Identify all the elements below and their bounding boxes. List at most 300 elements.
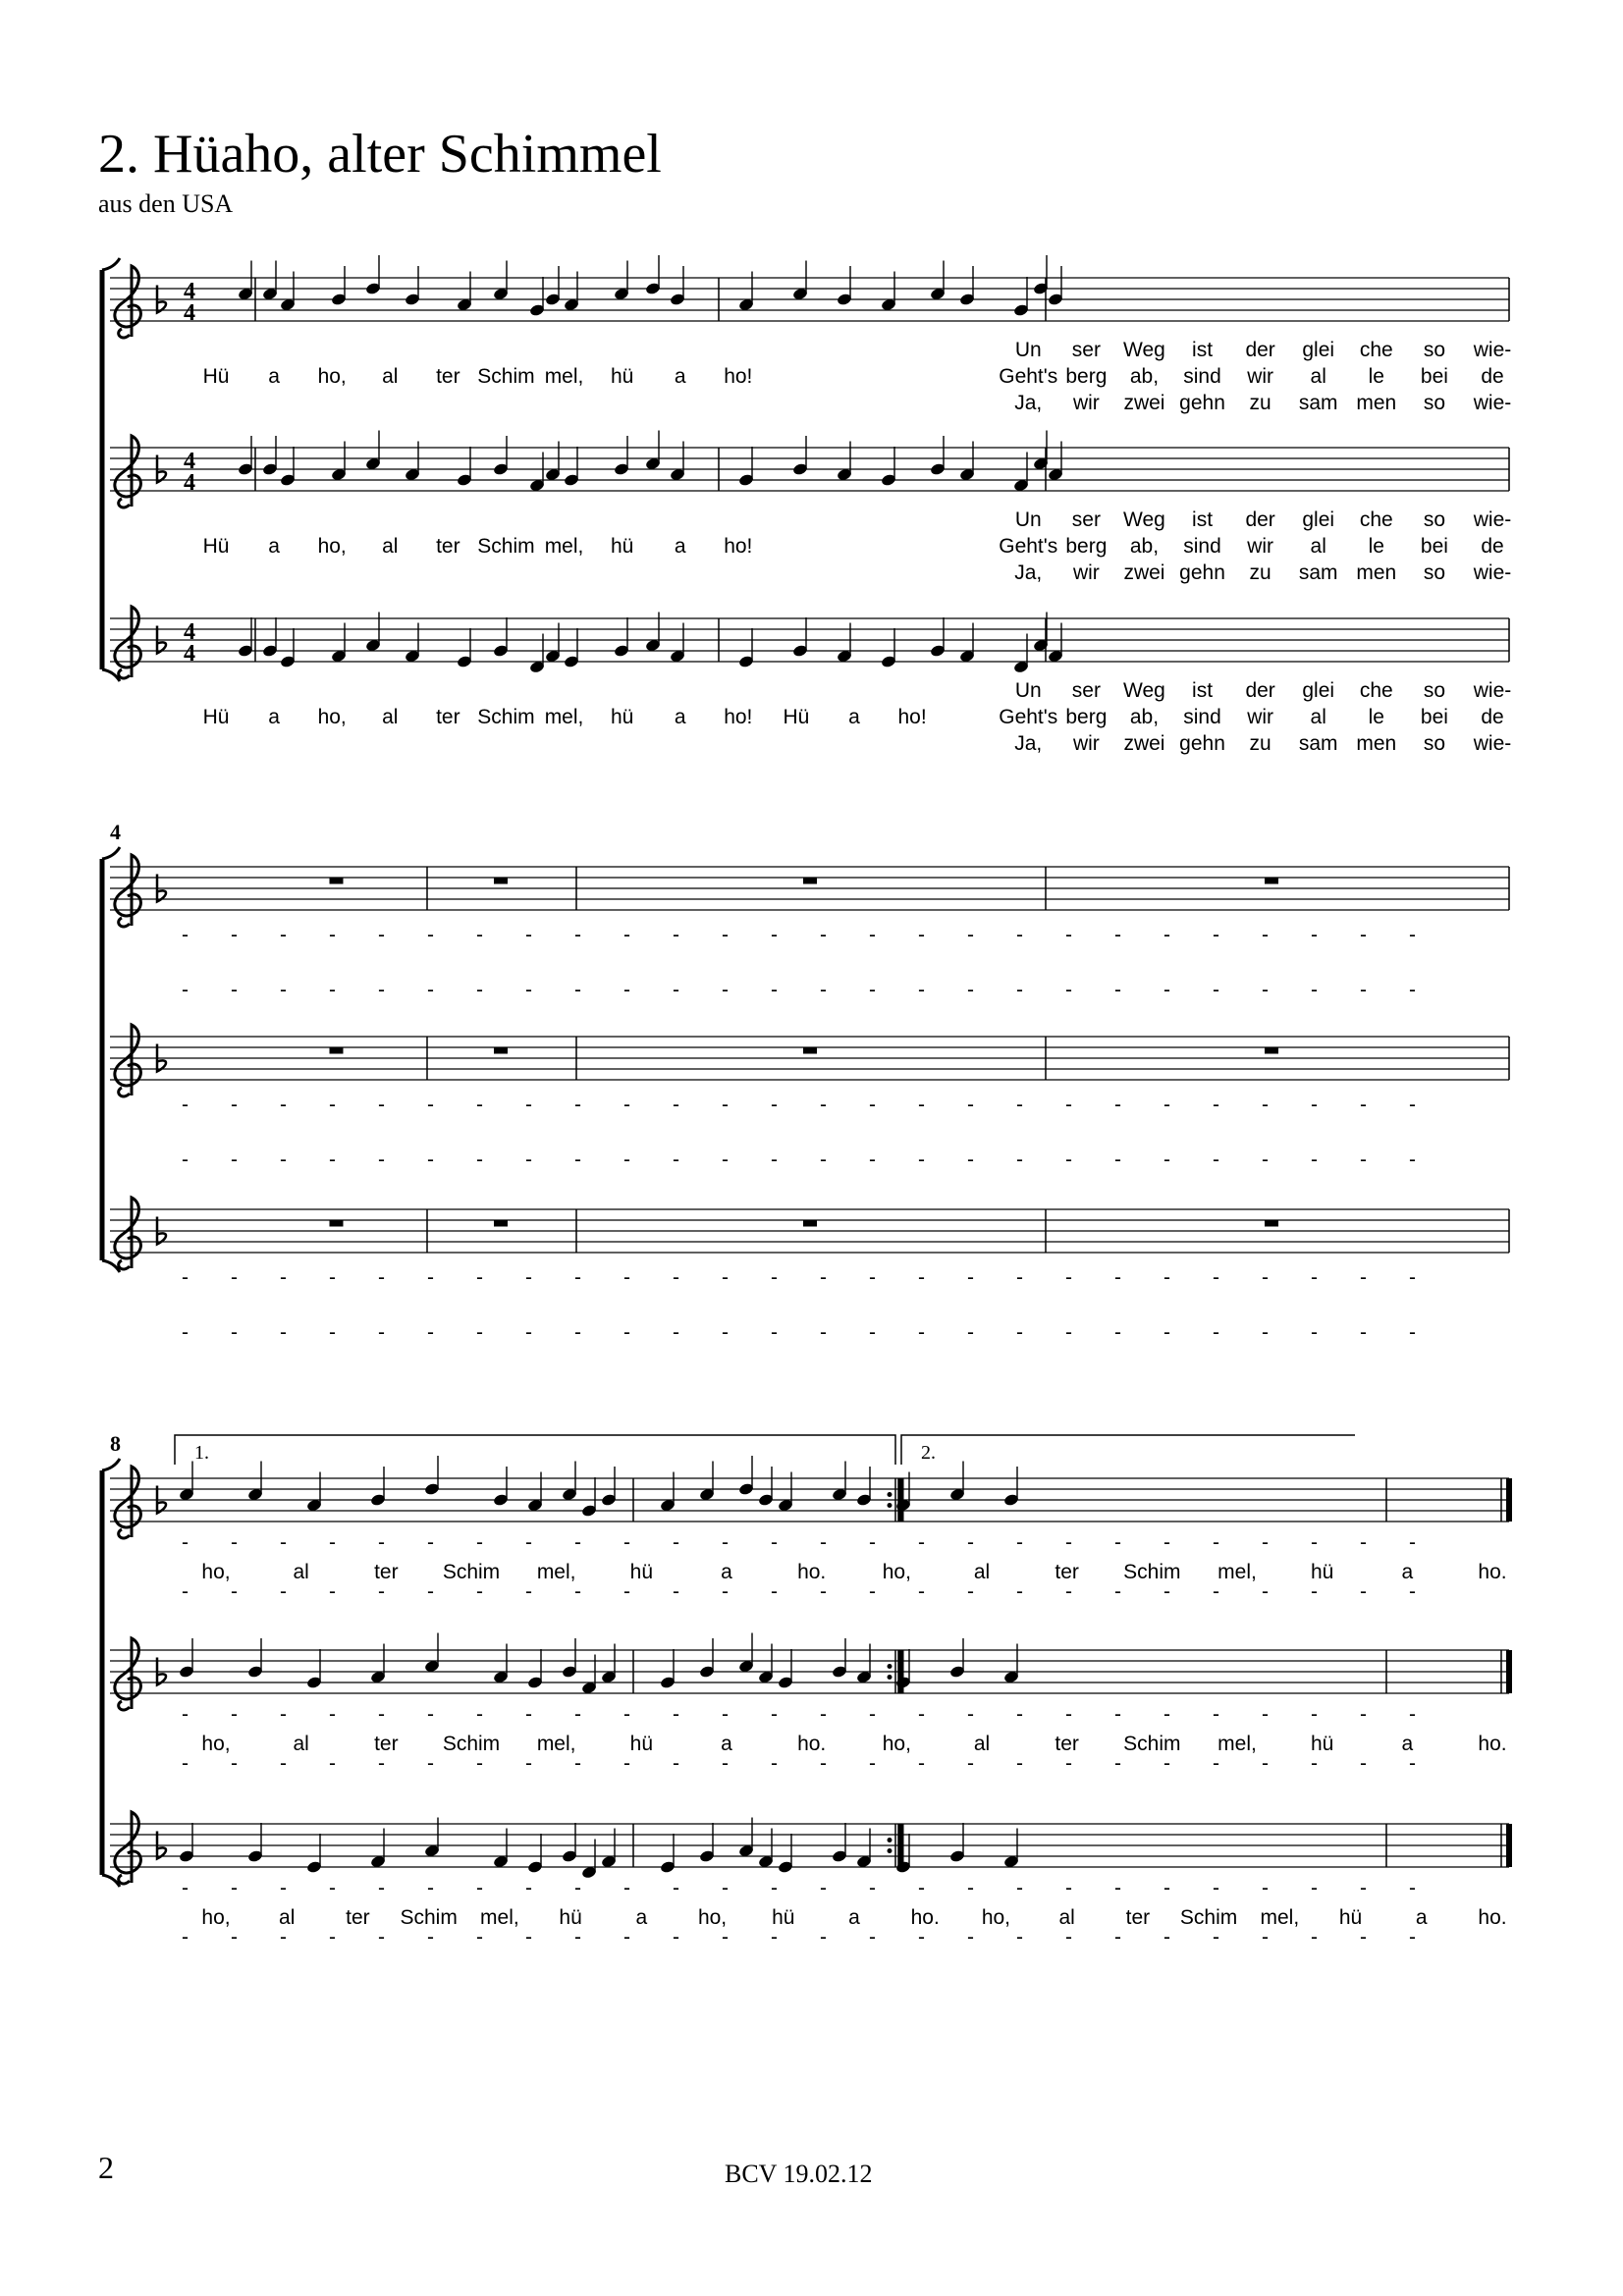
whole-rest bbox=[494, 1047, 508, 1054]
whole-rest bbox=[1265, 1220, 1278, 1227]
lyric-syllable: bei bbox=[1420, 365, 1448, 388]
lyric-hyphen: - bbox=[918, 1752, 925, 1775]
lyric-hyphen: - bbox=[623, 1148, 630, 1171]
lyric-syllable: berg bbox=[1065, 706, 1108, 728]
lyric-hyphen: - bbox=[574, 1752, 581, 1775]
lyric-hyphen: - bbox=[1163, 1148, 1170, 1171]
lyric-syllable: a bbox=[674, 365, 686, 388]
lyric-hyphen: - bbox=[182, 1531, 189, 1554]
lyric-hyphen: - bbox=[574, 1148, 581, 1171]
lyric-syllable: ab, bbox=[1129, 535, 1160, 558]
lyric-hyphen: - bbox=[1311, 1926, 1318, 1949]
lyric-hyphen: - bbox=[329, 924, 336, 946]
bracket-bottom bbox=[102, 1260, 120, 1272]
lyric-hyphen: - bbox=[1409, 1703, 1416, 1726]
repeat-dot bbox=[888, 1848, 893, 1853]
footer-text: BCV 19.02.12 bbox=[725, 2160, 873, 2188]
lyric-syllable: glei bbox=[1302, 508, 1335, 531]
lyric-syllable: ser bbox=[1071, 679, 1101, 702]
whole-rest bbox=[1265, 878, 1278, 884]
lyric-hyphen: - bbox=[182, 1877, 189, 1899]
lyric-syllable: hü bbox=[1338, 1906, 1363, 1929]
lyric-hyphen: - bbox=[1360, 1703, 1367, 1726]
lyric-hyphen: - bbox=[820, 1752, 827, 1775]
lyric-syllable: Un bbox=[1014, 339, 1042, 361]
lyric-syllable: ab, bbox=[1129, 706, 1160, 728]
staff-3 bbox=[110, 607, 1511, 755]
lyric-hyphen: - bbox=[722, 1531, 729, 1554]
lyric-hyphen: - bbox=[427, 1266, 434, 1289]
lyric-syllable: mel, bbox=[544, 365, 584, 388]
lyric-hyphen: - bbox=[771, 979, 778, 1001]
lyric-hyphen: - bbox=[329, 1580, 336, 1603]
lyric-syllable: le bbox=[1368, 365, 1384, 388]
lyric-syllable: mel, bbox=[536, 1561, 576, 1583]
lyric-syllable: wie- bbox=[1473, 508, 1512, 531]
lyric-hyphen: - bbox=[280, 1321, 287, 1344]
lyric-syllable: al bbox=[382, 535, 399, 558]
lyric-hyphen: - bbox=[378, 1752, 385, 1775]
lyric-hyphen: - bbox=[525, 979, 532, 1001]
lyric-hyphen: - bbox=[1213, 1580, 1219, 1603]
lyric-hyphen: - bbox=[525, 1266, 532, 1289]
lyric-hyphen: - bbox=[1360, 924, 1367, 946]
lyric-hyphen: - bbox=[623, 1580, 630, 1603]
lyric-hyphen: - bbox=[1409, 1266, 1416, 1289]
lyric-hyphen: - bbox=[574, 1703, 581, 1726]
bracket-bottom bbox=[102, 669, 120, 681]
lyric-syllable: zwei bbox=[1123, 392, 1165, 414]
lyric-syllable: wie- bbox=[1473, 561, 1512, 584]
lyric-syllable: wir bbox=[1247, 365, 1274, 388]
lyric-hyphen: - bbox=[1262, 1321, 1269, 1344]
lyric-hyphen: - bbox=[1311, 924, 1318, 946]
lyric-hyphen: - bbox=[1311, 979, 1318, 1001]
lyric-hyphen: - bbox=[918, 1266, 925, 1289]
lyric-hyphen: - bbox=[722, 1703, 729, 1726]
lyric-hyphen: - bbox=[182, 924, 189, 946]
page-subtitle: aus den USA bbox=[98, 189, 234, 218]
lyric-syllable: sam bbox=[1298, 561, 1338, 584]
lyric-syllable: der bbox=[1245, 679, 1275, 702]
lyric-hyphen: - bbox=[1065, 1877, 1072, 1899]
lyric-syllable: al bbox=[279, 1906, 296, 1929]
lyric-syllable: ter bbox=[374, 1561, 399, 1583]
lyric-syllable: al bbox=[1058, 1906, 1075, 1929]
lyric-syllable: ho, bbox=[201, 1906, 231, 1929]
lyric-hyphen: - bbox=[1360, 979, 1367, 1001]
lyric-hyphen: - bbox=[280, 1580, 287, 1603]
lyric-hyphen: - bbox=[967, 1926, 974, 1949]
lyric-hyphen: - bbox=[574, 1531, 581, 1554]
whole-rest bbox=[494, 1220, 508, 1227]
lyric-syllable: ist bbox=[1192, 508, 1214, 531]
lyric-syllable: gehn bbox=[1179, 732, 1225, 755]
lyric-syllable: zu bbox=[1249, 561, 1271, 584]
lyric-hyphen: - bbox=[673, 1580, 679, 1603]
lyric-hyphen: - bbox=[1016, 924, 1023, 946]
lyric-hyphen: - bbox=[623, 924, 630, 946]
lyric-hyphen: - bbox=[673, 1266, 679, 1289]
lyric-hyphen: - bbox=[1409, 1877, 1416, 1899]
lyric-hyphen: - bbox=[771, 1531, 778, 1554]
lyric-syllable: Weg bbox=[1123, 508, 1165, 531]
lyric-hyphen: - bbox=[1311, 1321, 1318, 1344]
lyric-syllable: a bbox=[268, 706, 280, 728]
lyric-hyphen: - bbox=[623, 1321, 630, 1344]
lyric-syllable: ter bbox=[436, 706, 460, 728]
lyric-hyphen: - bbox=[869, 1148, 876, 1171]
lyric-hyphen: - bbox=[476, 979, 483, 1001]
lyric-hyphen: - bbox=[1409, 1148, 1416, 1171]
lyric-hyphen: - bbox=[182, 1926, 189, 1949]
lyric-hyphen: - bbox=[1262, 1752, 1269, 1775]
lyric-hyphen: - bbox=[1213, 1094, 1219, 1116]
lyric-syllable: Ja, bbox=[1014, 392, 1043, 414]
lyric-hyphen: - bbox=[329, 979, 336, 1001]
lyric-hyphen: - bbox=[1311, 1752, 1318, 1775]
lyric-hyphen: - bbox=[623, 1703, 630, 1726]
whole-rest bbox=[1265, 1047, 1278, 1054]
lyric-hyphen: - bbox=[1016, 1752, 1023, 1775]
lyric-hyphen: - bbox=[476, 924, 483, 946]
lyric-hyphen: - bbox=[1262, 979, 1269, 1001]
whole-rest bbox=[803, 1047, 817, 1054]
lyric-syllable: che bbox=[1359, 339, 1393, 361]
system-1 bbox=[102, 255, 1511, 755]
lyric-hyphen: - bbox=[1114, 1148, 1121, 1171]
lyric-hyphen: - bbox=[967, 1321, 974, 1344]
lyric-hyphen: - bbox=[1163, 924, 1170, 946]
lyric-syllable: hü bbox=[629, 1561, 654, 1583]
lyric-hyphen: - bbox=[918, 1580, 925, 1603]
lyric-hyphen: - bbox=[1360, 1926, 1367, 1949]
lyric-hyphen: - bbox=[1213, 924, 1219, 946]
lyric-syllable: men bbox=[1356, 561, 1397, 584]
lyric-syllable: ho, bbox=[317, 365, 347, 388]
repeat-dot bbox=[888, 1492, 893, 1497]
lyric-hyphen: - bbox=[869, 924, 876, 946]
lyric-hyphen: - bbox=[231, 924, 238, 946]
lyric-hyphen: - bbox=[1360, 1531, 1367, 1554]
lyric-hyphen: - bbox=[623, 1752, 630, 1775]
lyric-hyphen: - bbox=[525, 1926, 532, 1949]
lyric-hyphen: - bbox=[525, 1321, 532, 1344]
lyric-hyphen: - bbox=[1016, 1531, 1023, 1554]
lyric-hyphen: - bbox=[1114, 1321, 1121, 1344]
lyric-syllable: al bbox=[382, 365, 399, 388]
lyric-hyphen: - bbox=[1163, 1926, 1170, 1949]
treble-clef-icon bbox=[115, 1198, 141, 1269]
lyric-hyphen: - bbox=[427, 979, 434, 1001]
lyric-hyphen: - bbox=[182, 979, 189, 1001]
lyric-syllable: so bbox=[1423, 732, 1446, 755]
lyric-hyphen: - bbox=[771, 1148, 778, 1171]
lyric-hyphen: - bbox=[427, 1321, 434, 1344]
staff-3 bbox=[110, 1812, 1509, 1949]
lyric-hyphen: - bbox=[967, 1148, 974, 1171]
lyric-hyphen: - bbox=[1016, 979, 1023, 1001]
lyric-hyphen: - bbox=[1163, 1580, 1170, 1603]
lyric-syllable: ho, bbox=[201, 1733, 231, 1755]
lyric-hyphen: - bbox=[280, 1703, 287, 1726]
lyric-syllable: wir bbox=[1072, 561, 1100, 584]
lyric-syllable: ho, bbox=[981, 1906, 1011, 1929]
time-signature-top: 4 bbox=[184, 449, 195, 474]
lyric-hyphen: - bbox=[280, 1094, 287, 1116]
volta-2-label: 2. bbox=[921, 1442, 936, 1464]
repeat-dot bbox=[888, 1664, 893, 1669]
lyric-hyphen: - bbox=[869, 979, 876, 1001]
lyric-syllable: ho. bbox=[910, 1906, 940, 1929]
lyric-hyphen: - bbox=[1213, 1752, 1219, 1775]
lyric-hyphen: - bbox=[623, 1266, 630, 1289]
lyric-hyphen: - bbox=[1409, 1752, 1416, 1775]
lyric-hyphen: - bbox=[182, 1321, 189, 1344]
lyric-syllable: ho, bbox=[882, 1733, 911, 1755]
lyric-hyphen: - bbox=[1114, 1580, 1121, 1603]
lyric-hyphen: - bbox=[1016, 1148, 1023, 1171]
lyric-syllable: bei bbox=[1420, 706, 1448, 728]
lyric-hyphen: - bbox=[869, 1752, 876, 1775]
lyric-syllable: mel, bbox=[544, 535, 584, 558]
lyric-hyphen: - bbox=[673, 1703, 679, 1726]
lyric-hyphen: - bbox=[623, 1531, 630, 1554]
lyric-syllable: Un bbox=[1014, 679, 1042, 702]
lyric-hyphen: - bbox=[1213, 1266, 1219, 1289]
lyric-syllable: Hü bbox=[202, 365, 230, 388]
lyric-hyphen: - bbox=[378, 1926, 385, 1949]
lyric-hyphen: - bbox=[1016, 1703, 1023, 1726]
lyric-syllable: ho! bbox=[724, 706, 753, 728]
lyric-hyphen: - bbox=[820, 924, 827, 946]
lyric-hyphen: - bbox=[182, 1266, 189, 1289]
lyric-hyphen: - bbox=[1016, 1580, 1023, 1603]
lyric-hyphen: - bbox=[378, 1703, 385, 1726]
lyric-hyphen: - bbox=[280, 1926, 287, 1949]
lyric-hyphen: - bbox=[1360, 1266, 1367, 1289]
lyric-hyphen: - bbox=[329, 1926, 336, 1949]
lyric-hyphen: - bbox=[1311, 1148, 1318, 1171]
lyric-hyphen: - bbox=[231, 1321, 238, 1344]
lyric-hyphen: - bbox=[722, 1148, 729, 1171]
lyric-hyphen: - bbox=[525, 1094, 532, 1116]
lyric-syllable: glei bbox=[1302, 339, 1335, 361]
lyric-hyphen: - bbox=[1360, 1321, 1367, 1344]
lyric-syllable: a bbox=[1401, 1733, 1414, 1755]
treble-clef-icon bbox=[115, 436, 141, 507]
lyric-hyphen: - bbox=[771, 1752, 778, 1775]
lyric-hyphen: - bbox=[967, 1703, 974, 1726]
lyric-syllable: mel, bbox=[1217, 1561, 1257, 1583]
lyric-syllable: Schim bbox=[442, 1561, 501, 1583]
lyric-hyphen: - bbox=[771, 1703, 778, 1726]
lyric-hyphen: - bbox=[1409, 979, 1416, 1001]
lyric-hyphen: - bbox=[280, 1752, 287, 1775]
lyric-hyphen: - bbox=[967, 924, 974, 946]
lyric-syllable: Geht's bbox=[999, 706, 1058, 728]
lyric-hyphen: - bbox=[1163, 1321, 1170, 1344]
lyric-hyphen: - bbox=[967, 1266, 974, 1289]
lyric-hyphen: - bbox=[771, 924, 778, 946]
lyric-hyphen: - bbox=[918, 979, 925, 1001]
lyric-syllable: Weg bbox=[1123, 339, 1165, 361]
lyric-syllable: ho, bbox=[697, 1906, 728, 1929]
bracket-top bbox=[102, 1459, 120, 1470]
lyric-syllable: hü bbox=[559, 1906, 582, 1929]
lyric-syllable: de bbox=[1481, 706, 1504, 728]
lyric-syllable: mel, bbox=[544, 706, 584, 728]
lyric-hyphen: - bbox=[574, 1580, 581, 1603]
whole-rest bbox=[803, 1220, 817, 1227]
lyric-hyphen: - bbox=[820, 979, 827, 1001]
lyric-hyphen: - bbox=[673, 979, 679, 1001]
lyric-hyphen: - bbox=[820, 1703, 827, 1726]
lyric-syllable: sam bbox=[1298, 732, 1338, 755]
lyric-hyphen: - bbox=[918, 1321, 925, 1344]
lyric-syllable: wir bbox=[1247, 706, 1274, 728]
lyric-hyphen: - bbox=[673, 1926, 679, 1949]
lyric-hyphen: - bbox=[1311, 1094, 1318, 1116]
lyric-hyphen: - bbox=[1065, 1094, 1072, 1116]
lyric-hyphen: - bbox=[476, 1531, 483, 1554]
lyric-syllable: mel, bbox=[536, 1733, 576, 1755]
lyric-hyphen: - bbox=[967, 1752, 974, 1775]
lyric-hyphen: - bbox=[820, 1321, 827, 1344]
lyric-hyphen: - bbox=[427, 1926, 434, 1949]
lyric-hyphen: - bbox=[918, 1703, 925, 1726]
lyric-syllable: so bbox=[1423, 561, 1446, 584]
lyric-hyphen: - bbox=[869, 1926, 876, 1949]
lyric-syllable: hü bbox=[629, 1733, 654, 1755]
lyric-hyphen: - bbox=[820, 1148, 827, 1171]
lyric-syllable: bei bbox=[1420, 535, 1448, 558]
bracket-bottom bbox=[102, 1875, 120, 1887]
page-number: 2 bbox=[98, 2150, 114, 2185]
lyric-syllable: Geht's bbox=[999, 365, 1058, 388]
lyric-hyphen: - bbox=[869, 1266, 876, 1289]
lyric-hyphen: - bbox=[231, 1531, 238, 1554]
lyric-hyphen: - bbox=[574, 979, 581, 1001]
lyric-hyphen: - bbox=[673, 1752, 679, 1775]
lyric-hyphen: - bbox=[1360, 1877, 1367, 1899]
lyric-hyphen: - bbox=[1311, 1266, 1318, 1289]
lyric-hyphen: - bbox=[231, 1580, 238, 1603]
lyric-hyphen: - bbox=[918, 1148, 925, 1171]
lyric-syllable: wir bbox=[1072, 392, 1100, 414]
lyric-hyphen: - bbox=[1163, 979, 1170, 1001]
lyric-hyphen: - bbox=[771, 1094, 778, 1116]
lyric-syllable: ser bbox=[1071, 339, 1101, 361]
lyric-syllable: der bbox=[1245, 339, 1275, 361]
lyric-hyphen: - bbox=[1114, 1531, 1121, 1554]
time-signature-top: 4 bbox=[184, 619, 195, 645]
system-3 bbox=[102, 1431, 1509, 1949]
lyric-hyphen: - bbox=[378, 1094, 385, 1116]
lyric-hyphen: - bbox=[476, 1877, 483, 1899]
lyric-syllable: a bbox=[674, 535, 686, 558]
lyric-hyphen: - bbox=[525, 1877, 532, 1899]
lyric-syllable: Hü bbox=[202, 535, 230, 558]
lyric-hyphen: - bbox=[1213, 979, 1219, 1001]
measure-number: 8 bbox=[110, 1431, 121, 1456]
lyric-syllable: berg bbox=[1065, 365, 1108, 388]
lyric-hyphen: - bbox=[673, 1531, 679, 1554]
lyric-syllable: Hü bbox=[202, 706, 230, 728]
lyric-syllable: a bbox=[721, 1561, 732, 1583]
lyric-hyphen: - bbox=[1065, 1321, 1072, 1344]
lyric-hyphen: - bbox=[771, 1266, 778, 1289]
lyric-syllable: Schim bbox=[400, 1906, 458, 1929]
lyric-syllable: ho, bbox=[317, 706, 347, 728]
lyric-hyphen: - bbox=[280, 1531, 287, 1554]
lyric-hyphen: - bbox=[1065, 979, 1072, 1001]
lyric-syllable: Ja, bbox=[1014, 732, 1043, 755]
lyric-hyphen: - bbox=[869, 1877, 876, 1899]
staff-2 bbox=[110, 1633, 1509, 1776]
treble-clef-icon bbox=[115, 1467, 141, 1538]
lyric-hyphen: - bbox=[820, 1877, 827, 1899]
lyric-hyphen: - bbox=[1114, 1926, 1121, 1949]
lyric-hyphen: - bbox=[280, 1877, 287, 1899]
lyric-syllable: ho. bbox=[797, 1733, 827, 1755]
lyric-hyphen: - bbox=[476, 1094, 483, 1116]
lyric-hyphen: - bbox=[329, 1148, 336, 1171]
lyric-syllable: ter bbox=[1125, 1906, 1151, 1929]
lyric-hyphen: - bbox=[427, 1580, 434, 1603]
lyric-syllable: Weg bbox=[1123, 679, 1165, 702]
lyric-hyphen: - bbox=[329, 1094, 336, 1116]
lyric-hyphen: - bbox=[771, 1321, 778, 1344]
lyric-syllable: a bbox=[674, 706, 686, 728]
lyric-hyphen: - bbox=[378, 1877, 385, 1899]
lyric-hyphen: - bbox=[1163, 1094, 1170, 1116]
lyric-syllable: Un bbox=[1014, 508, 1042, 531]
repeat-dot bbox=[888, 1503, 893, 1508]
lyric-syllable: al bbox=[973, 1561, 991, 1583]
lyric-hyphen: - bbox=[869, 1094, 876, 1116]
lyric-syllable: ist bbox=[1192, 679, 1214, 702]
lyric-hyphen: - bbox=[574, 1266, 581, 1289]
lyric-syllable: a bbox=[848, 1906, 860, 1929]
lyric-hyphen: - bbox=[231, 1266, 238, 1289]
lyric-hyphen: - bbox=[722, 1877, 729, 1899]
lyric-hyphen: - bbox=[1360, 1094, 1367, 1116]
lyric-syllable: ter bbox=[1055, 1733, 1079, 1755]
staff-2 bbox=[110, 431, 1511, 585]
lyric-hyphen: - bbox=[574, 1877, 581, 1899]
lyric-hyphen: - bbox=[378, 1580, 385, 1603]
lyric-hyphen: - bbox=[1213, 1531, 1219, 1554]
lyric-hyphen: - bbox=[476, 1703, 483, 1726]
repeat-dot bbox=[888, 1838, 893, 1842]
lyric-syllable: ho. bbox=[1478, 1561, 1507, 1583]
lyric-syllable: ter bbox=[436, 535, 460, 558]
treble-clef-icon bbox=[115, 607, 141, 678]
treble-clef-icon bbox=[115, 266, 141, 338]
lyric-hyphen: - bbox=[1016, 1266, 1023, 1289]
lyric-hyphen: - bbox=[1065, 1703, 1072, 1726]
lyric-hyphen: - bbox=[427, 1148, 434, 1171]
lyric-hyphen: - bbox=[574, 1094, 581, 1116]
lyric-hyphen: - bbox=[1262, 1094, 1269, 1116]
lyric-hyphen: - bbox=[476, 1321, 483, 1344]
lyric-syllable: de bbox=[1481, 365, 1504, 388]
lyric-hyphen: - bbox=[1016, 1926, 1023, 1949]
lyric-hyphen: - bbox=[182, 1703, 189, 1726]
lyric-hyphen: - bbox=[1409, 1926, 1416, 1949]
lyric-hyphen: - bbox=[1311, 1531, 1318, 1554]
